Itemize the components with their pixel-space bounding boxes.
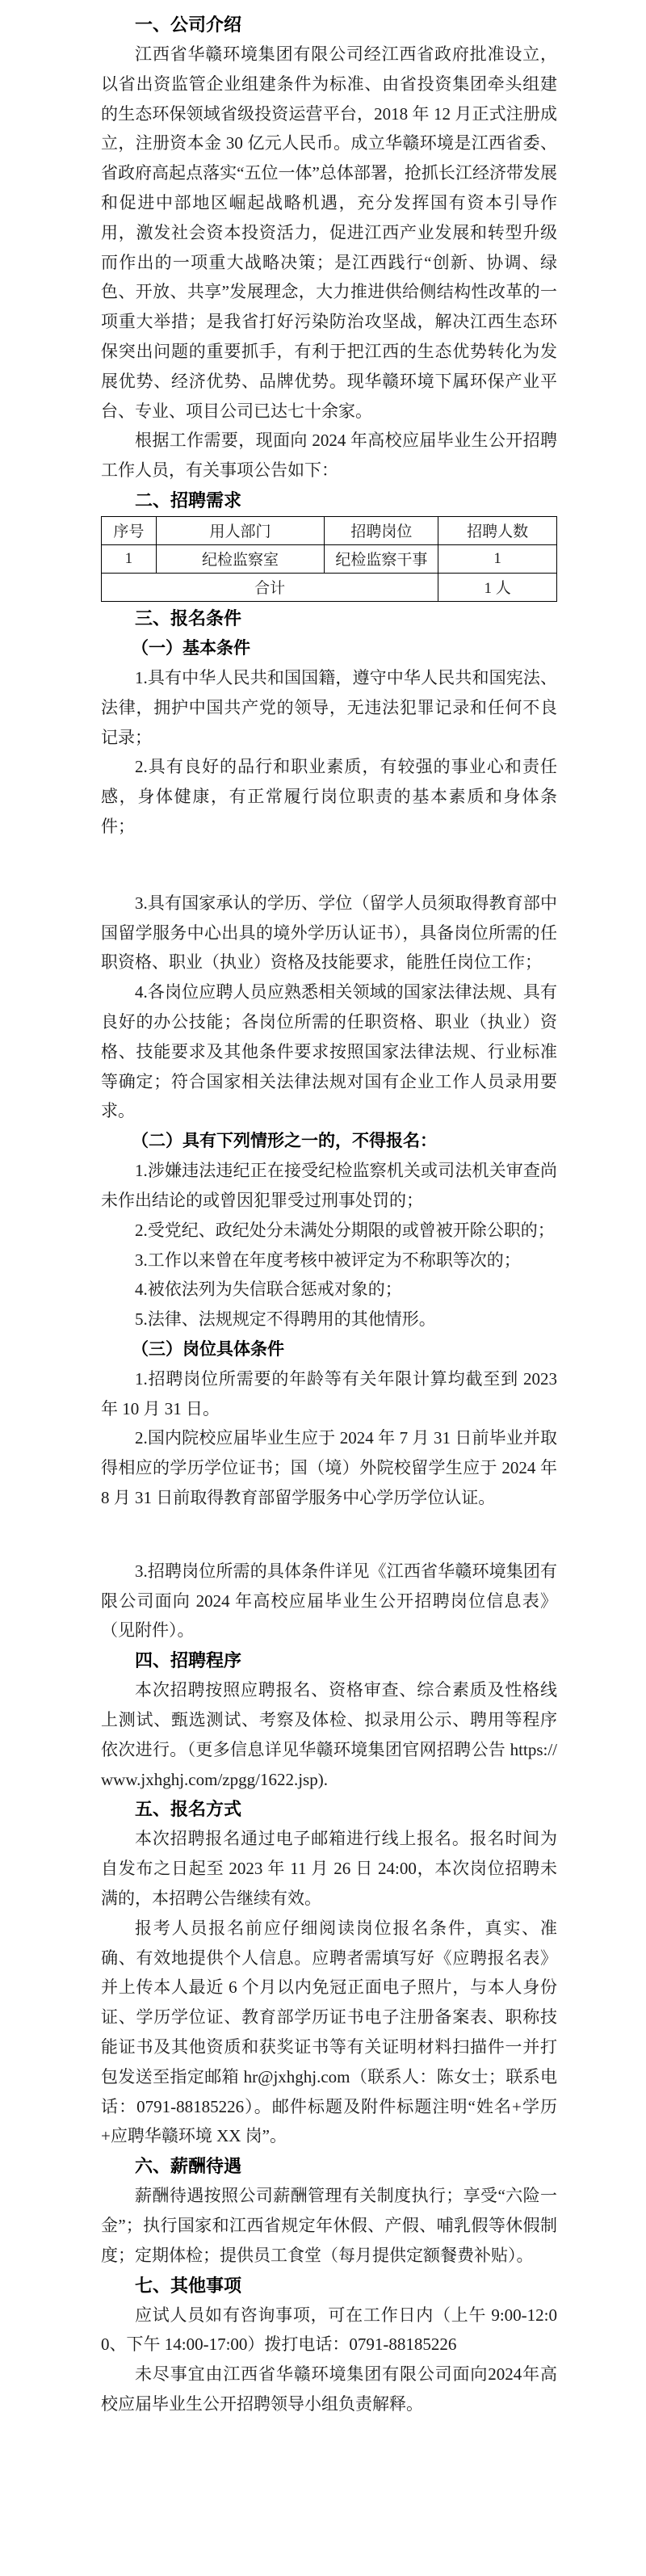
paragraph-recruitment-procedure: 本次招聘按照应聘报名、资格审查、综合素质及性格线上测试、甄选测试、考察及体检、拟录用公示、聘用等程序依次进行。（更多信息详见华赣环境集团官网招聘公告 https://www.jxhghj.com/zpgg/1622.jsp). [101, 1680, 557, 1789]
paragraph-interpretation-rights: 未尽事宜由江西省华赣环境集团有限公司面向2024年高校应届毕业生公开招聘领导小组负责解释。 [101, 2364, 557, 2414]
page-break-gap [101, 1513, 557, 1557]
heading-salary-benefits: 六、薪酬待遇 [135, 2156, 242, 2177]
table-header-index: 序号 [102, 516, 157, 544]
paragraph-announcement-lead: 根据工作需要，现面向 2024 年高校应届毕业生公开招聘工作人员，有关事项公告如下： [101, 431, 557, 481]
position-condition-item-2: 2.国内院校应届毕业生应于 2024 年 7 月 31 日前毕业并取得相应的学历学位证书；国（境）外院校留学生应于 2024 年 8 月 31 日前取得教育部留学服务中心学历学位认证。 [101, 1428, 557, 1508]
disqualification-item-2: 2.受党纪、政纪处分未满处分期限的或曾被开除公职的； [135, 1220, 555, 1240]
position-condition-item-1: 1.招聘岗位所需要的年龄等有关年限计算均截至到 2023 年 10 月 31 日。 [101, 1368, 557, 1418]
paragraph-company-intro: 江西省华赣环境集团有限公司经江西省政府批准设立，以省出资监管企业组建条件为标准、由省投资集团牵头组建的生态环保领域省级投资运营平台，2018 年 12 月正式注册成立，注册资本金 30 亿元人民币。成立华赣环境是江西省委、省政府高起点落实“五位一体”总体部署，抢抓长江经济带发展和促进中部地区崛起战略机遇，充分发挥国有资本引导作用，激发社会资本投资活力，促进江西产业发展和转型升级而作出的一项重大战略决策；是江西践行“创新、协调、绿色、开放、共享”发展理念，大力推进供给侧结构性改革的一项重大举措；是我省打好污染防治攻坚战，解决江西生态环保突出问题的重要抓手，有利于把江西的生态优势转化为发展优势、经济优势、品牌优势。现华赣环境下属环保产业平台、专业、项目公司已达七十余家。 [101, 44, 557, 421]
table-row [102, 544, 557, 573]
cell-position: 纪检监察干事 [325, 544, 438, 573]
heading-recruitment-procedure: 四、招聘程序 [135, 1650, 242, 1671]
paragraph-application-materials: 报考人员报名前应仔细阅读岗位报名条件，真实、准确、有效地提供个人信息。应聘者需填写好《应聘报名表》并上传本人最近 6 个月以内免冠正面电子照片，与本人身份证、学历学位证、教育部学历证书电子注册备案表、职称技能证书及其他资质和获奖证书等有关证明材料扫描件一并打包发送至指定邮箱 hr@jxhghj.com（联系人：陈女士；联系电话：0791-88185226）。邮件标题及附件标题注明“姓名+学历+应聘华赣环境 XX 岗”。 [101, 1918, 557, 2146]
subheading-disqualifications: （二）具有下列情形之一的，不得报名： [132, 1131, 437, 1151]
basic-condition-item-4: 4.各岗位应聘人员应熟悉相关领域的国家法律法规、具有良好的办公技能；各岗位所需的任职资格、职业（执业）资格、技能要求及其他条件要求按照国家法律法规、行业标准等确定；符合国家相关法律法规对国有企业工作人员录用要求。 [101, 982, 557, 1121]
page-break-gap [101, 842, 557, 889]
cell-headcount: 1 [438, 544, 557, 573]
recruitment-demand-table [101, 516, 557, 602]
table-header-department: 用人部门 [156, 516, 325, 544]
paragraph-application-deadline: 本次招聘报名通过电子邮箱进行线上报名。报名时间为自发布之日起至 2023 年 11 月 26 日 24:00，本次岗位招聘未满的，本招聘公告继续有效。 [101, 1829, 557, 1909]
basic-condition-item-2: 2.具有良好的品行和职业素质，有较强的事业心和责任感，身体健康，有正常履行岗位职责的基本素质和身体条件； [101, 757, 557, 836]
disqualification-item-3: 3.工作以来曾在年度考核中被评定为不称职等次的； [135, 1250, 521, 1270]
basic-condition-item-1: 1.具有中华人民共和国国籍，遵守中华人民共和国宪法、法律，拥护中国共产党的领导，无违法犯罪记录和任何不良记录； [101, 667, 557, 747]
cell-total-label: 合计 [102, 573, 438, 601]
position-condition-item-3: 3.招聘岗位所需的具体条件详见《江西省华赣环境集团有限公司面向 2024 年高校应届毕业生公开招聘岗位信息表》（见附件）。 [101, 1561, 557, 1641]
table-header-headcount: 招聘人数 [438, 516, 557, 544]
disqualification-item-1: 1.涉嫌违法违纪正在接受纪检监察机关或司法机关审查尚未作出结论的或曾因犯罪受过刑事处罚的； [101, 1161, 557, 1210]
disqualification-item-5: 5.法律、法规规定不得聘用的其他情形。 [135, 1309, 436, 1330]
subheading-position-specific-conditions: （三）岗位具体条件 [132, 1338, 284, 1359]
basic-condition-item-3: 3.具有国家承认的学历、学位（留学人员须取得教育部中国留学服务中心出具的境外学历认证书），具备岗位所需的任职资格、职业（执业）资格及技能要求，能胜任岗位工作； [101, 893, 557, 973]
cell-index: 1 [102, 544, 157, 573]
cell-department: 纪检监察室 [156, 544, 325, 573]
disqualification-item-4: 4.被依法列为失信联合惩戒对象的； [135, 1280, 402, 1300]
paragraph-consultation-phone: 应试人员如有咨询事项，可在工作日内（上午 9:00-12:00、下午 14:00-17:00）拨打电话：0791-88185226 [101, 2305, 557, 2355]
table-header-position: 招聘岗位 [325, 516, 438, 544]
paragraph-salary-benefits: 薪酬待遇按照公司薪酬管理有关制度执行；享受“六险一金”；执行国家和江西省规定年休假、产假、哺乳假等休假制度；定期体检；提供员工食堂（每月提供定额餐费补贴）。 [101, 2186, 557, 2265]
table-total-row [102, 573, 557, 601]
heading-other-matters: 七、其他事项 [135, 2275, 242, 2296]
heading-application-conditions: 三、报名条件 [135, 607, 242, 628]
cell-total-value: 1 人 [438, 573, 557, 601]
heading-company-intro: 一、公司介绍 [135, 15, 242, 35]
subheading-basic-conditions: （一）基本条件 [132, 637, 250, 658]
table-header-row [102, 516, 557, 544]
heading-recruitment-demand: 二、招聘需求 [135, 490, 242, 511]
heading-application-method: 五、报名方式 [135, 1799, 242, 1820]
